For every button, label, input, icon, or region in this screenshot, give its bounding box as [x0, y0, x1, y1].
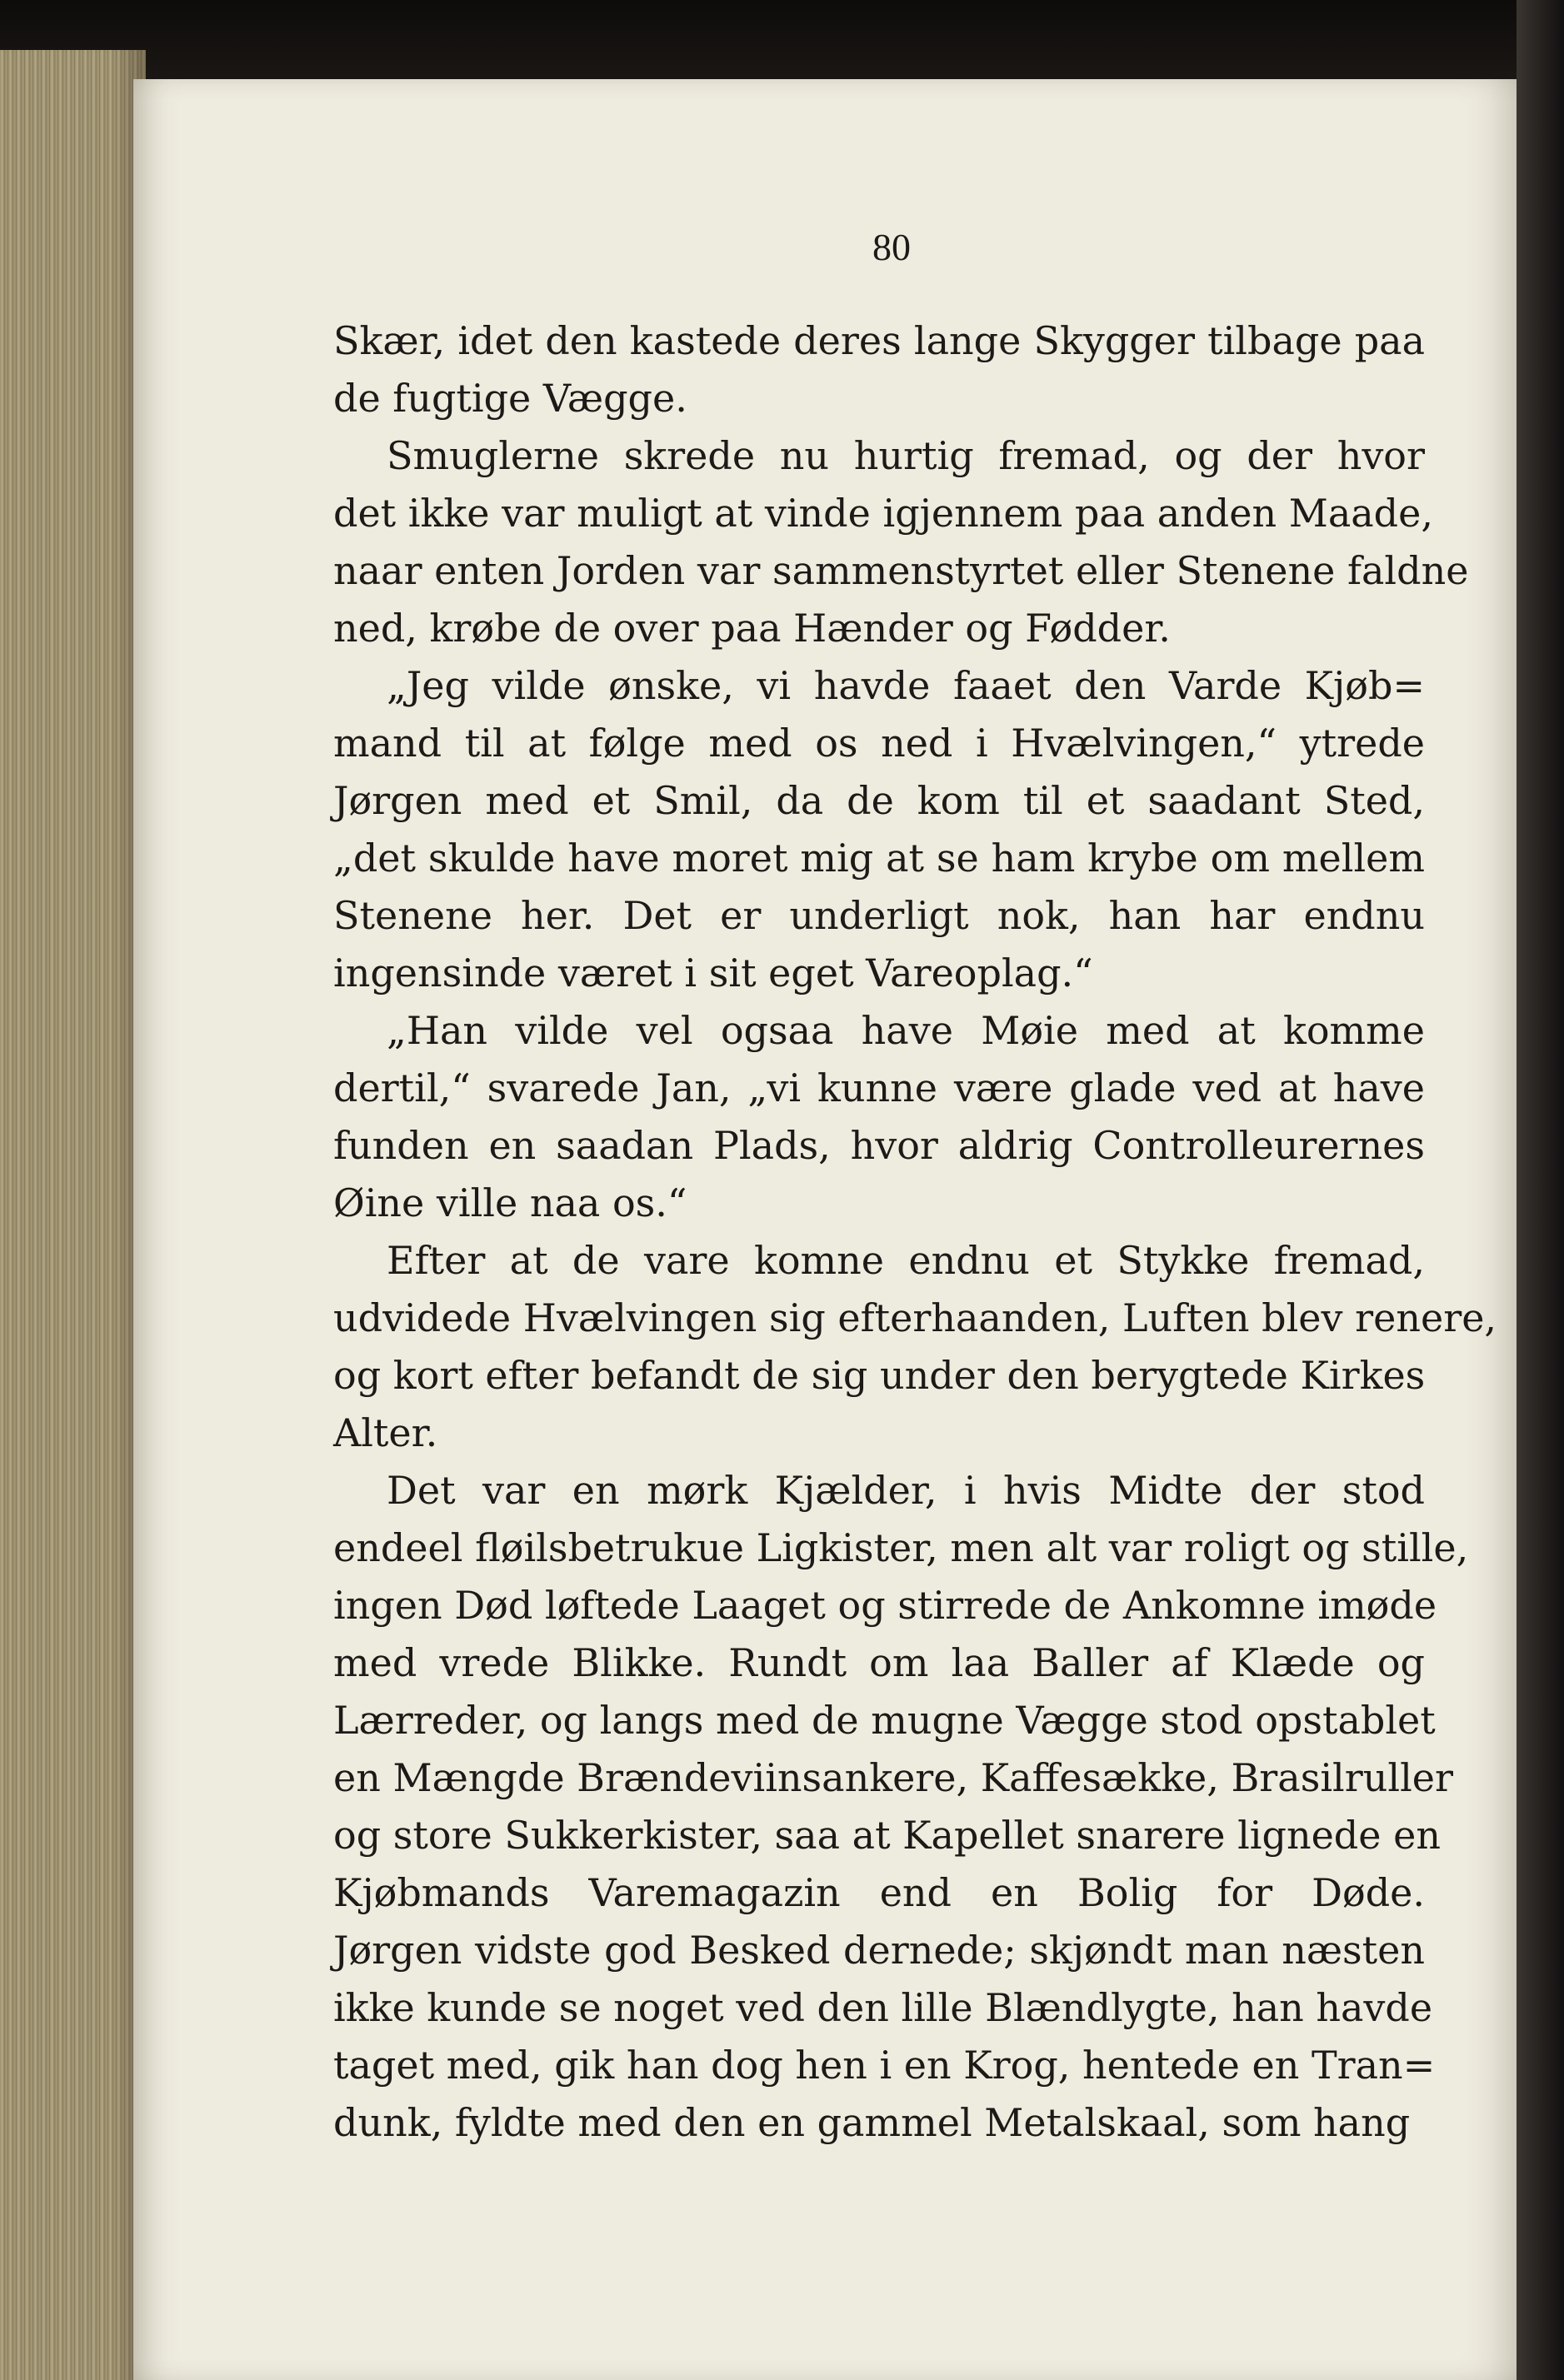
text-line: „det skulde have moret mig at se ham krybe om mellem: [333, 836, 1425, 881]
text-line: mand til at følge med os ned i Hvælvingen,“ ytrede: [333, 721, 1425, 766]
text-line: de fugtige Vægge.: [333, 376, 687, 421]
text-line: Det var en mørk Kjælder, i hvis Midte der stod: [387, 1468, 1425, 1513]
text-line: Alter.: [333, 1410, 438, 1455]
page-edges: [0, 50, 146, 2380]
text-line: en Mængde Brændeviinsankere, Kaffesække, Brasilruller: [333, 1755, 1453, 1800]
dark-background: [0, 0, 1564, 92]
paragraph: [333, 1232, 1497, 1462]
text-line: Kjøbmands Varemagazin end en Bolig for Døde.: [333, 1870, 1425, 1915]
page-number: 80: [872, 226, 911, 268]
body-text: [333, 312, 1497, 2152]
text-line: dunk, fyldte med den en gammel Metalskaal, som hang: [333, 2100, 1411, 2145]
text-line: Stenene her. Det er underligt nok, han har endnu: [333, 893, 1425, 938]
text-line: Efter at de vare komne endnu et Stykke fremad,: [387, 1238, 1425, 1283]
text-line: endeel fløilsbetrukue Ligkister, men alt var roligt og stille,: [333, 1525, 1469, 1570]
text-line: naar enten Jorden var sammenstyrtet eller Stenene faldne: [333, 548, 1469, 593]
text-line: ingen Død løftede Laaget og stirrede de Ankomne imøde: [333, 1583, 1437, 1628]
text-line: ned, krøbe de over paa Hænder og Fødder.: [333, 606, 1171, 651]
paragraph: [333, 657, 1425, 1002]
right-dark-edge: [1517, 0, 1564, 2380]
text-line: ingensinde været i sit eget Vareoplag.“: [333, 951, 1093, 995]
paragraph: [333, 1462, 1469, 2152]
paragraph: [333, 427, 1469, 657]
text-line: Skær, idet den kastede deres lange Skygger tilbage paa: [333, 318, 1425, 363]
text-line: det ikke var muligt at vinde igjennem paa anden Maade,: [333, 491, 1433, 536]
text-line: funden en saadan Plads, hvor aldrig Controlleurernes: [333, 1123, 1425, 1168]
text-line: dertil,“ svarede Jan, „vi kunne være glade ved at have: [333, 1065, 1425, 1110]
text-line: „Jeg vilde ønske, vi havde faaet den Varde Kjøb=: [387, 663, 1425, 708]
text-line: taget med, gik han dog hen i en Krog, hentede en Tran=: [333, 2043, 1436, 2088]
text-line: og kort efter befandt de sig under den berygtede Kirkes: [333, 1353, 1426, 1398]
text-line: Jørgen vidste god Besked dernede; skjøndt man næsten: [333, 1928, 1425, 1973]
text-line: Lærreder, og langs med de mugne Vægge stod opstablet: [333, 1698, 1436, 1743]
text-line: ikke kunde se noget ved den lille Blændlygte, han havde: [333, 1985, 1433, 2030]
text-line: Øine ville naa os.“: [333, 1180, 687, 1225]
text-line: Smuglerne skrede nu hurtig fremad, og der hvor: [387, 433, 1425, 478]
paragraph: [333, 1002, 1425, 1232]
text-line: Jørgen med et Smil, da de kom til et saadant Sted,: [333, 778, 1425, 823]
text-line: og store Sukkerkister, saa at Kapellet snarere lignede en: [333, 1813, 1441, 1858]
text-line: med vrede Blikke. Rundt om laa Baller af Klæde og: [333, 1640, 1425, 1685]
paragraph: [333, 312, 1425, 427]
text-line: udvidede Hvælvingen sig efterhaanden, Luften blev renere,: [333, 1295, 1497, 1340]
text-line: „Han vilde vel ogsaa have Møie med at komme: [387, 1008, 1425, 1053]
